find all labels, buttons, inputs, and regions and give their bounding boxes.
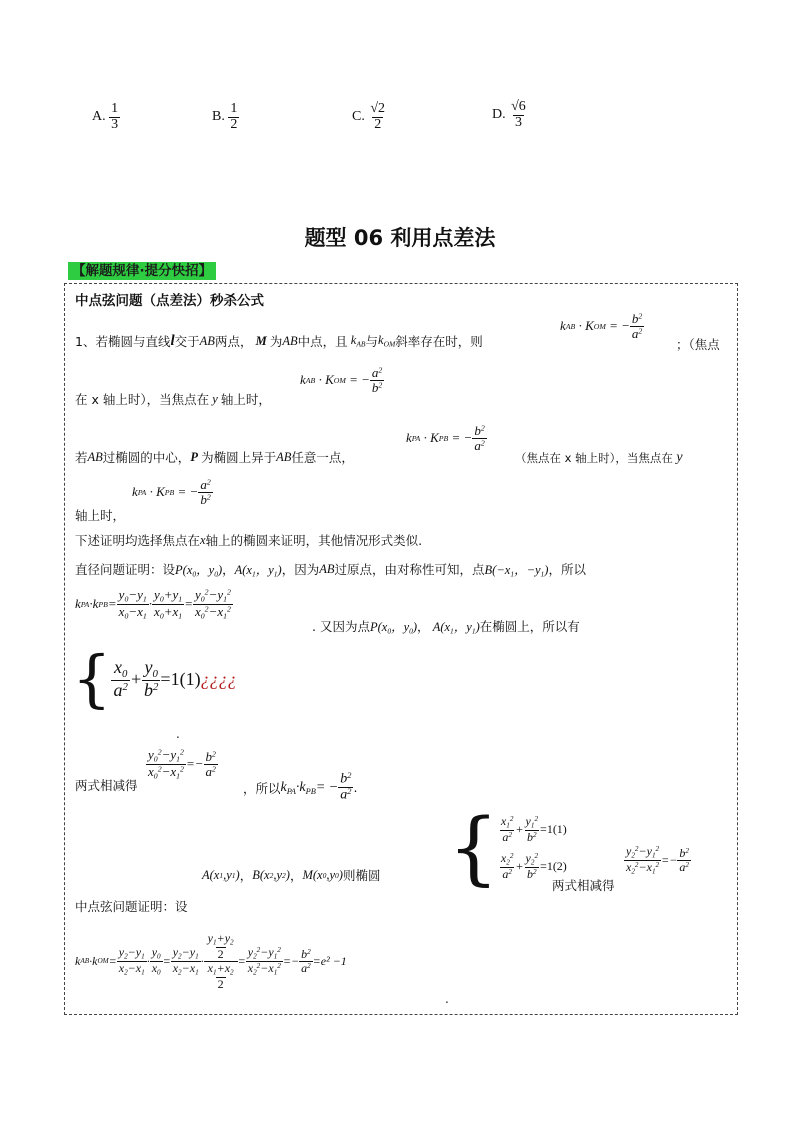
formula-4: k PA · K PB = − $\frac{a^2}{b^2}$ (132, 477, 211, 507)
para8: 中点弦问题证明：设 (75, 899, 188, 914)
system-2: { $\frac{x_1^2}{a^2}$ + $\frac{y_1^2}{b^2}$ =1(1) $\frac{x_2^2}{a^2}$ + $\frac{y_2^2}{b^2}$ =1(2) (448, 801, 567, 894)
period: . (445, 992, 449, 1006)
tip-badge (68, 259, 216, 279)
numerator: 1 (111, 101, 119, 116)
formula-1: k AB · K OM = − $\frac{b^2}{a^2}$ (560, 311, 643, 341)
text: 过原点，由对称性可知，点 (334, 562, 485, 578)
para5: . 又因为点 $P(x_0$，$y_0$) ， $A(x_1$，$y_1$) 在椭圆上，所以有 (312, 617, 580, 636)
k-ab: $k_{AB}$ (347, 333, 366, 349)
p: P (190, 449, 202, 464)
point-a: $A(x_1$，$y_1$) (429, 620, 480, 636)
text: 任意一点， (291, 450, 354, 465)
ab: AB (319, 561, 335, 576)
text: 若 (75, 450, 88, 465)
period: . (176, 727, 180, 741)
formula-final: k AB ·k OM = $\frac{y_2-y_1}{x_2-x_1}$ · $\frac{y_0}{x_0}$ = $\frac{y_2-y_1}{x_2-x_1}$ · $\frac{\frac{y_1+y_2}{2}}{\frac{x_1+x_2}{2}}$ = $\frac{y_2^2-y_1^2}{x_2^2-x_1^2}$ =− $\frac{b^2}{a^2}$ =e² −1 (75, 931, 347, 991)
text: . 又因为点 (312, 619, 370, 635)
numerator: √2 (370, 101, 386, 116)
option-fraction (368, 102, 387, 132)
option-fraction (228, 102, 239, 132)
formula-5: k PA ·k PB = $\frac{y_0-y_1}{x_0-x_1}$ · $\frac{y_0+y_1}{x_0+x_1}$ = $\frac{y_0^2-y_1^2}{x_0^2-x_1^2}$ (75, 587, 231, 621)
text: 直径问题证明：设 (75, 562, 176, 578)
para6-a: 两式相减得 (75, 778, 138, 793)
brace-icon: { (448, 801, 499, 894)
text: 1、若椭圆与直线 (75, 334, 171, 349)
option-a (92, 102, 120, 132)
text: 则椭圆 (342, 868, 381, 883)
option-c (352, 102, 387, 132)
option-letter: D. (492, 107, 506, 123)
ab: AB (282, 333, 298, 348)
text: 交于 (174, 334, 200, 349)
text: ，所以 (243, 780, 281, 796)
final-tail: =e² −1 (312, 953, 347, 968)
para4: 直径问题证明：设 $P(x_0$，$y_0$) ， $A(x_1$，$y_1$) ，因为 AB 过原点，由对称性可知，点 $B(-x_1$，$-y_1$) ，所以 (75, 561, 586, 579)
point-b: $B(-x_1$，$-y_1$) (484, 563, 549, 579)
section-title: 题型 06 利用点差法 (304, 226, 496, 250)
para6-b: ，所以 $k_{PA}\cdot k_{PB}=$ − $\frac{b^2}{a^2}$ . (243, 771, 358, 803)
equation-2: =1(2) (540, 858, 567, 873)
equation-1: =1(1) (540, 822, 567, 837)
point-p: $P(x_0$，$y_0$) (175, 563, 223, 579)
k-om: $k_{OM}$ (378, 333, 396, 349)
ab: AB (276, 449, 292, 464)
text: 在 x 轴上时），当焦点在 (75, 392, 210, 407)
badge-label: 【解题规律·提分快招】 (68, 262, 216, 280)
option-letter: C. (352, 109, 365, 125)
text: 中点，且 (297, 334, 348, 349)
formula-6: $\frac{y_0^2-y_1^2}{x_0^2-x_1^2}$ =− $\frac{b^2}{a^2}$ (148, 747, 216, 781)
formula-2: k AB · K OM = − $\frac{a^2}{b^2}$ (300, 365, 383, 395)
text: （焦点在 x 轴上时），当焦点在 (515, 451, 673, 465)
option-fraction (509, 100, 528, 130)
point-a: $A(x_1$，$y_1$) (234, 563, 282, 579)
text: 两点， (214, 334, 253, 349)
denominator: 2 (374, 116, 382, 132)
option-d (492, 100, 528, 130)
para3 (75, 531, 422, 549)
text: 为 (269, 334, 283, 349)
denominator: 3 (111, 116, 119, 132)
ab: AB (87, 449, 103, 464)
para2-tail (515, 450, 683, 466)
k-product: $k_{PA}\cdot k_{PB}=$ − (280, 779, 339, 796)
points-abm: A(x 1 ,y 1 ) ， B(x 2 ,y 2 ) ， M(x 0 ,y 0 ) 则椭圆 (202, 867, 381, 883)
text: ，所以 (548, 562, 586, 578)
formula-3: k PA · K PB = − $\frac{b^2}{a^2}$ (406, 423, 485, 453)
denominator: 2 (230, 116, 238, 132)
garbled-text: ¿¿¿¿ (200, 668, 237, 689)
para2-line2: 轴上时， (75, 508, 126, 523)
point-p: $P(x_0$，$y_0$) (369, 620, 418, 636)
text: 为椭圆上异于 (201, 450, 277, 465)
numerator: 1 (230, 101, 238, 116)
numerator: √6 (511, 99, 526, 114)
text: 轴上的椭圆来证明，其他情况形式类似. (205, 533, 423, 548)
denominator: 3 (514, 114, 522, 130)
text: 斜率存在时，则 (395, 334, 483, 349)
text: 过椭圆的中心， (102, 450, 191, 465)
formula-7: $\frac{y_2^2-y_1^2}{x_2^2-x_1^2}$ =− $\frac{b^2}{a^2}$ (626, 844, 689, 876)
m: M (252, 333, 270, 348)
ab: AB (199, 333, 215, 348)
text: 与 (365, 334, 379, 349)
option-letter: A. (92, 109, 106, 125)
para7-b: 两式相减得 (552, 878, 615, 893)
text: 下述证明均选择焦点在 (75, 533, 201, 548)
garbled-system: { $\frac{x_0}{a^2}$ + $\frac{y_0}{b^2}$ =1(1) ¿¿¿¿ (72, 642, 237, 715)
y-axis: y (209, 391, 221, 406)
y-axis: y (672, 450, 683, 465)
equation-1: =1(1) (160, 668, 201, 689)
para1-line1 (75, 332, 483, 350)
option-fraction (109, 102, 120, 132)
brace-icon: { (72, 642, 112, 715)
para1-line2 (75, 390, 271, 408)
option-letter: B. (212, 109, 225, 125)
box-heading: 中点弦问题（点差法）秒杀公式 (75, 293, 264, 309)
text: ，因为 (281, 562, 320, 578)
text: 轴上时， (220, 392, 271, 407)
line-l: l (170, 332, 175, 349)
option-b (212, 102, 239, 132)
para2-line1 (75, 448, 354, 466)
para1-tail: ；（焦点 (676, 337, 720, 352)
x-axis: x (200, 532, 206, 547)
text: 在椭圆上，所以有 (479, 619, 580, 635)
